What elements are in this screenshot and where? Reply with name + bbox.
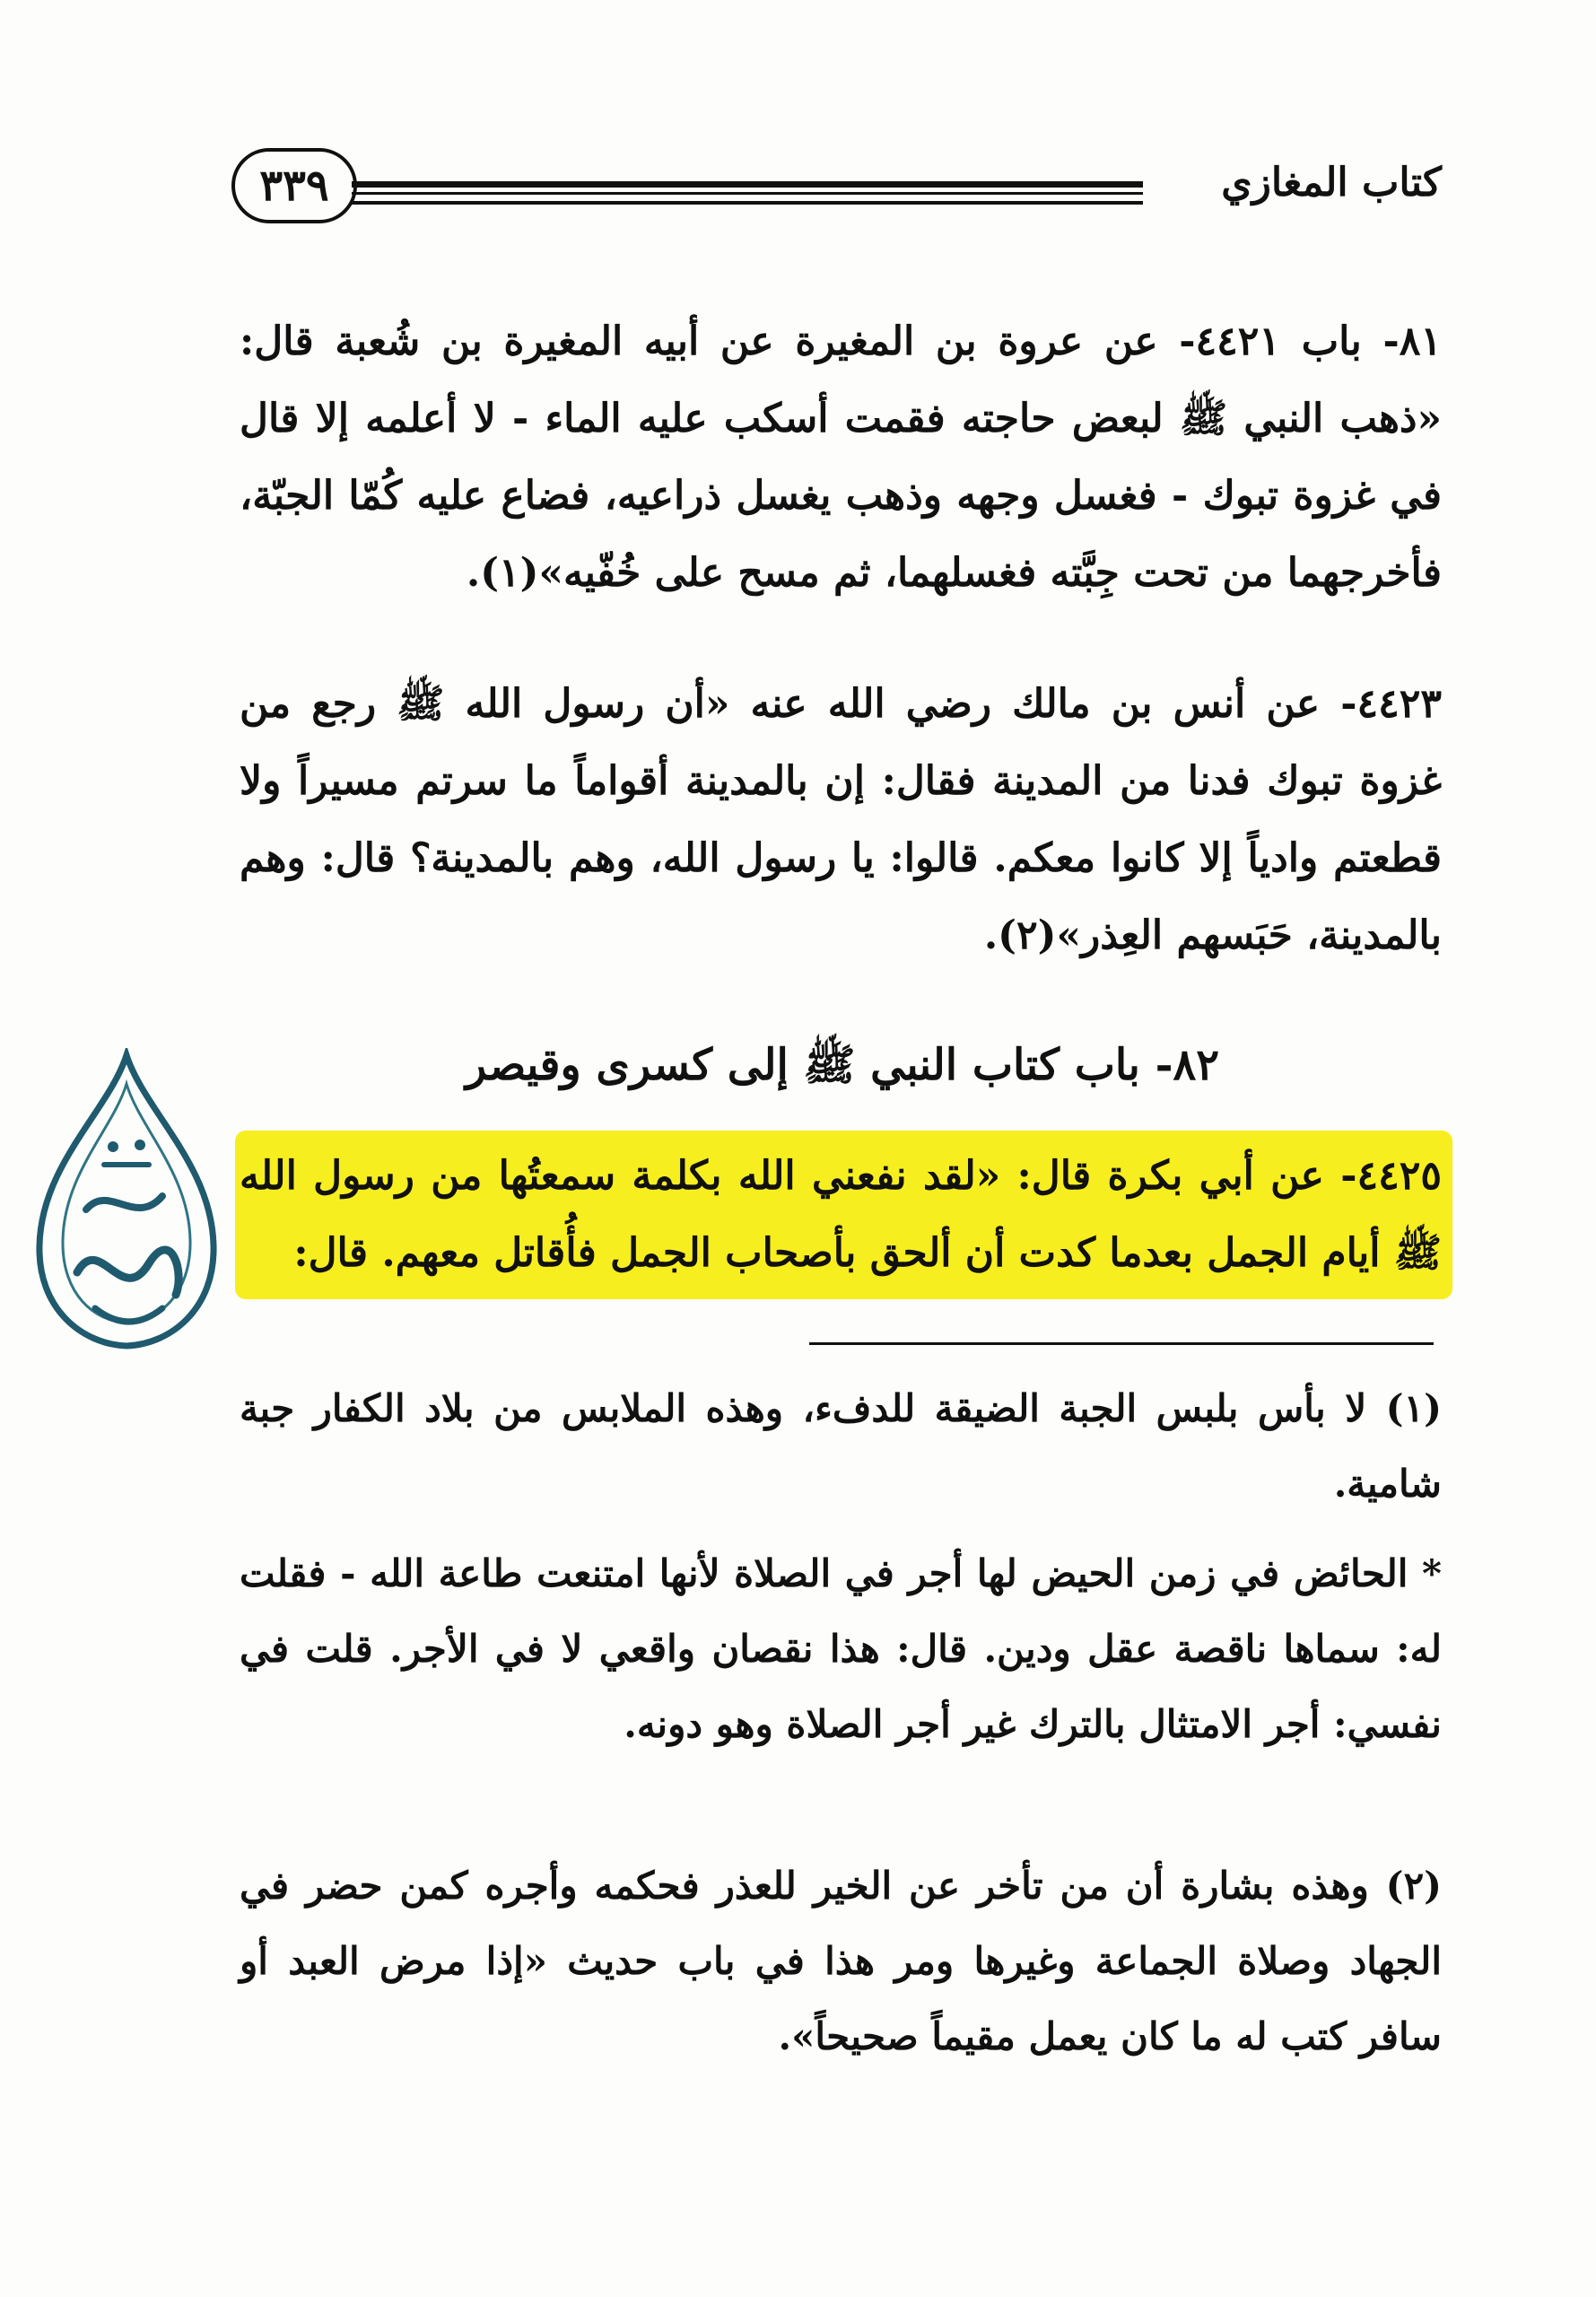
page-number-badge: ٣٣٩ (231, 148, 357, 223)
hadith-paragraph-4423: ٤٤٢٣- عن أنس بن مالك رضي الله عنه «أن رسول الله ﷺ رجع من غزوة تبوك فدنا من المدينة فقال: إن بالمدينة أقواماً ما سرتم مسيراً ولا قطعتم وادياً إلا كانوا معكم. قالوا: يا رسول الله، وهم بالمدينة؟ قال: وهم بالمدينة، حَبَسهم العِذر»(٢). (240, 681, 1442, 958)
calligraphy-drop-logo-icon (23, 1048, 230, 1353)
footnote-star: * الحائض في زمن الحيض لها أجر في الصلاة لأنها امتنعت طاعة الله - فقلت له: سماها ناقصة عقل ودين. قال: هذا نقصان واقعي لا في الأجر. قلت في نفسي: أجر الامتثال بالترك غير أجر الصلاة وهو دونه. (240, 1551, 1442, 1746)
footnote-separator (809, 1342, 1434, 1345)
running-header-title: كتاب المغازي (1221, 160, 1442, 205)
hadith-paragraph-4425: ٤٤٢٥- عن أبي بكرة قال: «لقد نفعني الله بكلمة سمعتُها من رسول الله ﷺ أيام الجمل بعدما كدت أن ألحق بأصحاب الجمل فأُقاتل معهم. قال: (240, 1153, 1442, 1276)
header-rule (352, 181, 1143, 205)
hadith-paragraph-4421: ٨١- باب ٤٤٢١- عن عروة بن المغيرة عن أبيه المغيرة بن شُعبة قال: «ذهب النبي ﷺ لبعض حاجته فقمت أسكب عليه الماء - لا أعلمه إلا قال في غزوة تبوك - فغسل وجهه وذهب يغسل ذراعيه، فضاع عليه كُمّا الجبّة، فأخرجهما من تحت جِبَّته فغسلهما، ثم مسح على خُفّيه»(١). (240, 319, 1442, 596)
footnote-2: (٢) وهذه بشارة أن من تأخر عن الخير للعذر فحكمه وأجره كمن حضر في الجهاد وصلاة الجماعة وغيرها ومر هذا في باب حديث «إذا مرض العبد أو سافر كتب له ما كان يعمل مقيماً صحيحاً». (240, 1864, 1442, 2058)
chapter-heading-82: ٨٢- باب كتاب النبي ﷺ إلى كسرى وقيصر (465, 1040, 1220, 1090)
footnote-1: (١) لا بأس بلبس الجبة الضيقة للدفء، وهذه الملابس من بلاد الكفار جبة شامية. (240, 1386, 1442, 1506)
